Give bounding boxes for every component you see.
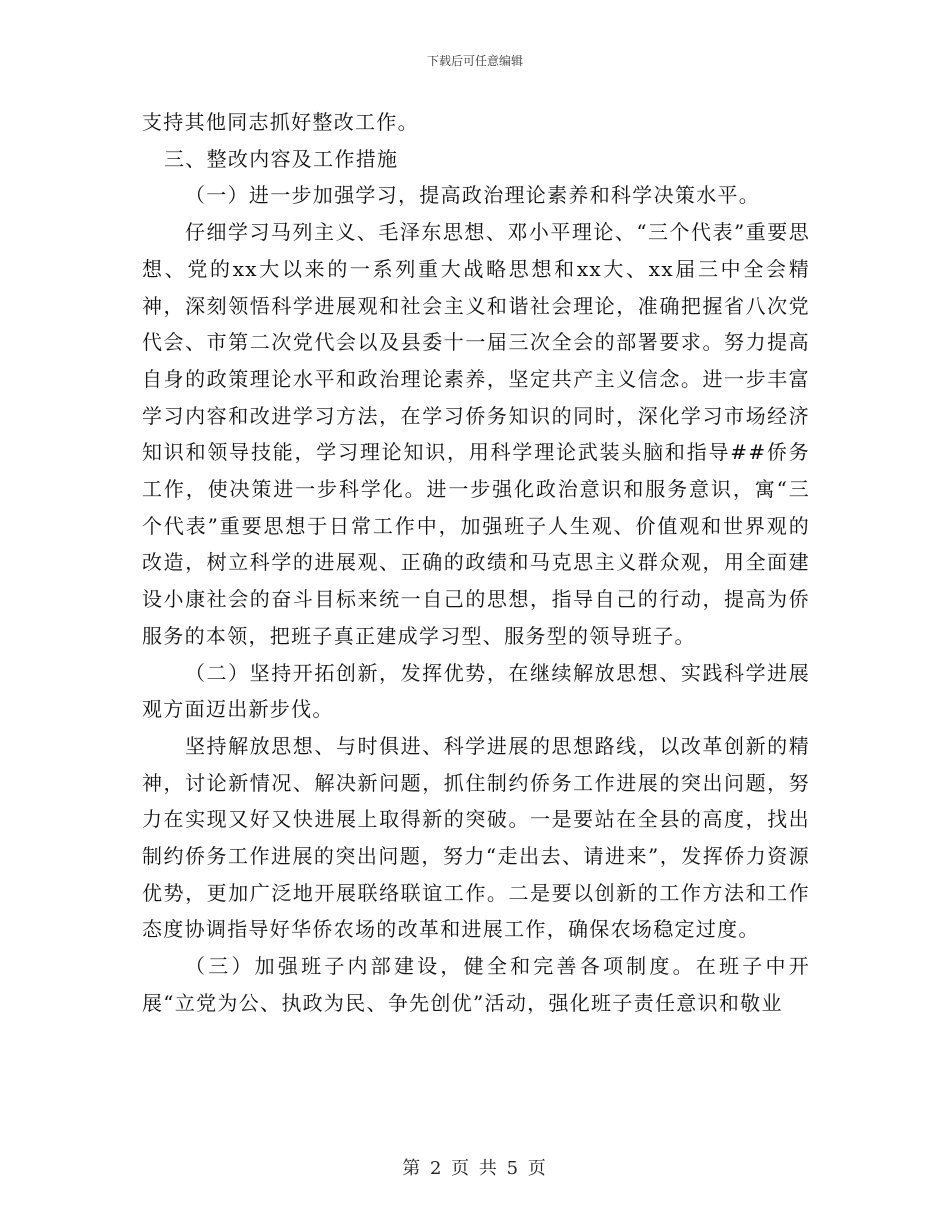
- subsection-heading-2: （二）坚持开拓创新，发挥优势，在继续解放思想、实践科学进展观方面迈出新步伐。: [142, 660, 810, 722]
- document-body: [142, 104, 810, 1022]
- paragraph-study: 仔细学习马列主义、毛泽东思想、邓小平理论、“三个代表”重要思想、党的xx大以来的一系列重大战略思想和xx大、xx届三中全会精神，深刻领悟科学进展观和社会主义和谐社会理论，准确把握省八次党代会、市第二次党代会以及县委十一届三次全会的部署要求。努力提高自身的政策理论水平和政治理论素养，坚定共产主义信念。进一步丰富学习内容和改进学习方法，在学习侨务知识的同时，深化学习市场经济知识和领导技能，学习理论知识，用科学理论武装头脑和指导##侨务工作，使决策进一步科学化。进一步强化政治意识和服务意识，寓“三个代表”重要思想于日常工作中，加强班子人生观、价值观和世界观的改造，树立科学的进展观、正确的政绩和马克思主义群众观，用全面建设小康社会的奋斗目标来统一自己的思想，指导自己的行动，提高为侨服务的本领，把班子真正建成学习型、服务型的领导班子。: [142, 220, 810, 648]
- paragraph-team-building: （三）加强班子内部建设，健全和完善各项制度。在班子中开展“立党为公、执政为民、争先创优”活动，强化班子责任意识和敬业: [142, 954, 810, 1015]
- paragraph-innovation: 坚持解放思想、与时俱进、科学进展的思想路线，以改革创新的精神，讨论新情况、解决新问题，抓住制约侨务工作进展的突出问题，努力在实现又好又快进展上取得新的突破。一是要站在全县的高度，找出制约侨务工作进展的突出问题，努力“走出去、请进来”，发挥侨力资源优势，更加广泛地开展联络联谊工作。二是要以创新的工作方法和工作态度协调指导好华侨农场的改革和进展工作，确保农场稳定过度。: [142, 733, 810, 942]
- page-number: 第 2 页 共 5 页: [402, 1158, 548, 1179]
- page-header-note: 下载后可任意编辑: [426, 54, 523, 68]
- paragraph-continuation: 支持其他同志抓好整改工作。: [142, 110, 419, 134]
- subsection-heading-1: （一）进一步加强学习，提高政治理论素养和科学决策水平。: [185, 183, 761, 208]
- section-heading: 三、整改内容及工作措施: [164, 146, 399, 171]
